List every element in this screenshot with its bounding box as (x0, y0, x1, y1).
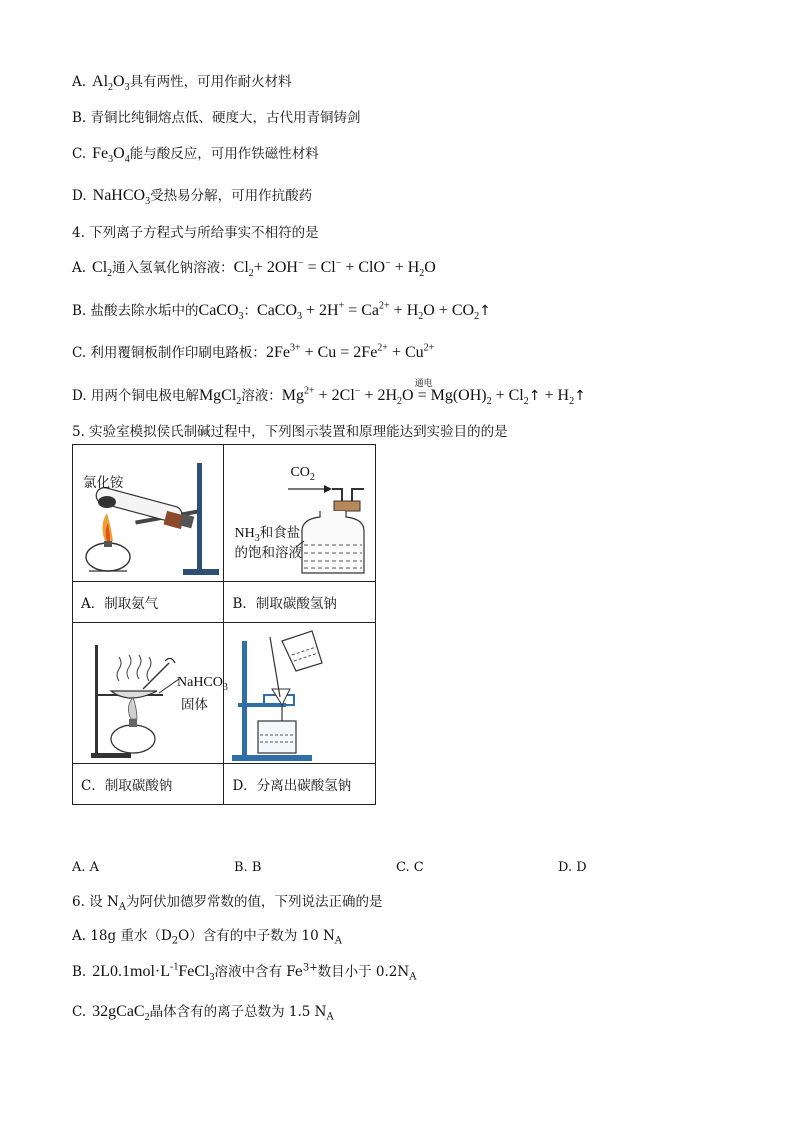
panel-c-figure (73, 623, 228, 764)
panel-b-co2-label: $CO_2$ (290, 465, 315, 483)
q5-choice-a[interactable]: A. A (72, 860, 100, 875)
q6-option-a: A. 18g 重水$(D_2O)$含有的中子数为 10 $N_A$ (72, 928, 343, 947)
q5-stem: 5. 实验室模拟侯氏制碱过程中，下列图示装置和原理能达到实验目的的是 (72, 424, 508, 440)
filtration-apparatus (224, 623, 375, 763)
q5-choice-d[interactable]: D. D (558, 860, 587, 875)
q6-option-c: C. 32gCaC$_2$晶体含有的离子总数为 1.5 $N_A$ (72, 1003, 334, 1024)
q4-stem: 4. 下列离子方程式与所给事实不相符的是 (72, 225, 319, 241)
panel-a-label: 氯化铵 (83, 475, 124, 491)
q3-option-c: C. $Fe_3O_4$能与酸反应，可用作铁磁性材料 (72, 145, 319, 166)
q3-option-a: A. $Al_2O_3$具有两性，可用作耐火材料 (72, 73, 292, 94)
caption-a: A．制取氨气 (73, 582, 224, 623)
q4-option-d: D. 用两个铜电极电解MgCl$_2$溶液：$Mg^{2+} + 2Cl^- + 2H_2O$ 通电 = $Mg(OH)_2$ + $Cl_2↑$ + $H_2↑$ (72, 386, 586, 406)
q4-option-b: B. 盐酸去除水垢中的CaCO$_3$：CaCO$_3$ + $2H^+ = Ca^{2+} + H_2O$ + $CO_2↑$ (72, 300, 491, 323)
caption-b: B．制取碳酸氢钠 (224, 582, 376, 623)
panel-c-label-line2: 固体 (181, 697, 208, 713)
q4-option-a: A. $Cl_2$通入氢氧化钠溶液：$Cl_2+ 2OH^- = Cl^- + ClO^- + H_2O$ (72, 257, 436, 280)
panel-b-label-line1: $NH_3$和食盐 (234, 525, 301, 544)
q6-option-b: B. $2L0.1mol\cdot L^{-1}FeCl_3$溶液中含有 $Fe^{3+}$数目小于 $0.2N_A$ (72, 961, 417, 984)
panel-c-label-line1: NaHCO$_3$ (177, 675, 228, 693)
panel-b-figure (224, 445, 376, 582)
panel-d-figure (224, 623, 376, 764)
q5-choice-c[interactable]: C. C (396, 860, 424, 875)
q4-equation-d: $Mg^{2+} + 2Cl^- + 2H_2O$ 通电 = $Mg(OH)_2 + Cl_2$ (282, 387, 529, 404)
gas-arrow-icon: ↑ (479, 303, 491, 319)
q4-option-c: C. 利用覆铜板制作印刷电路板：$2Fe^{3+} + Cu = 2Fe^{2+} + Cu^{2+}$ (72, 342, 435, 361)
q4-equation-b: CaCO$_3$ + $2H^+ = Ca^{2+} + H_2O + CO_2$ (257, 300, 480, 323)
q4-equation-c: $2Fe^{3+} + Cu = 2Fe^{2+} + Cu^{2+}$ (265, 342, 435, 361)
ammonia-heating-apparatus (73, 445, 224, 581)
caption-c: C．制取碳酸钠 (73, 764, 224, 805)
apparatus-table (72, 444, 376, 805)
caption-d: D．分离出碳酸氢钠 (224, 764, 376, 805)
q3-option-d: D. NaHCO$_3$受热易分解，可用作抗酸药 (72, 187, 313, 208)
q5-choice-b[interactable]: B. B (234, 860, 262, 875)
gas-arrow-icon: ↑ (528, 388, 541, 404)
panel-a-figure (73, 445, 224, 582)
q3-option-b: B. 青铜比纯铜熔点低、硬度大，古代用青铜铸剑 (72, 110, 361, 126)
q6-stem: 6. 设 $N_A$为阿伏加德罗常数的值，下列说法正确的是 (72, 894, 383, 913)
panel-b-label-line2: 的饱和溶液 (234, 545, 302, 561)
q4-equation-a: $Cl_2+ 2OH^- = Cl^- + ClO^- + H_2O$ (233, 257, 436, 280)
gas-arrow-icon: ↑ (574, 388, 586, 404)
electrolysis-condition: 通电 (414, 378, 433, 388)
